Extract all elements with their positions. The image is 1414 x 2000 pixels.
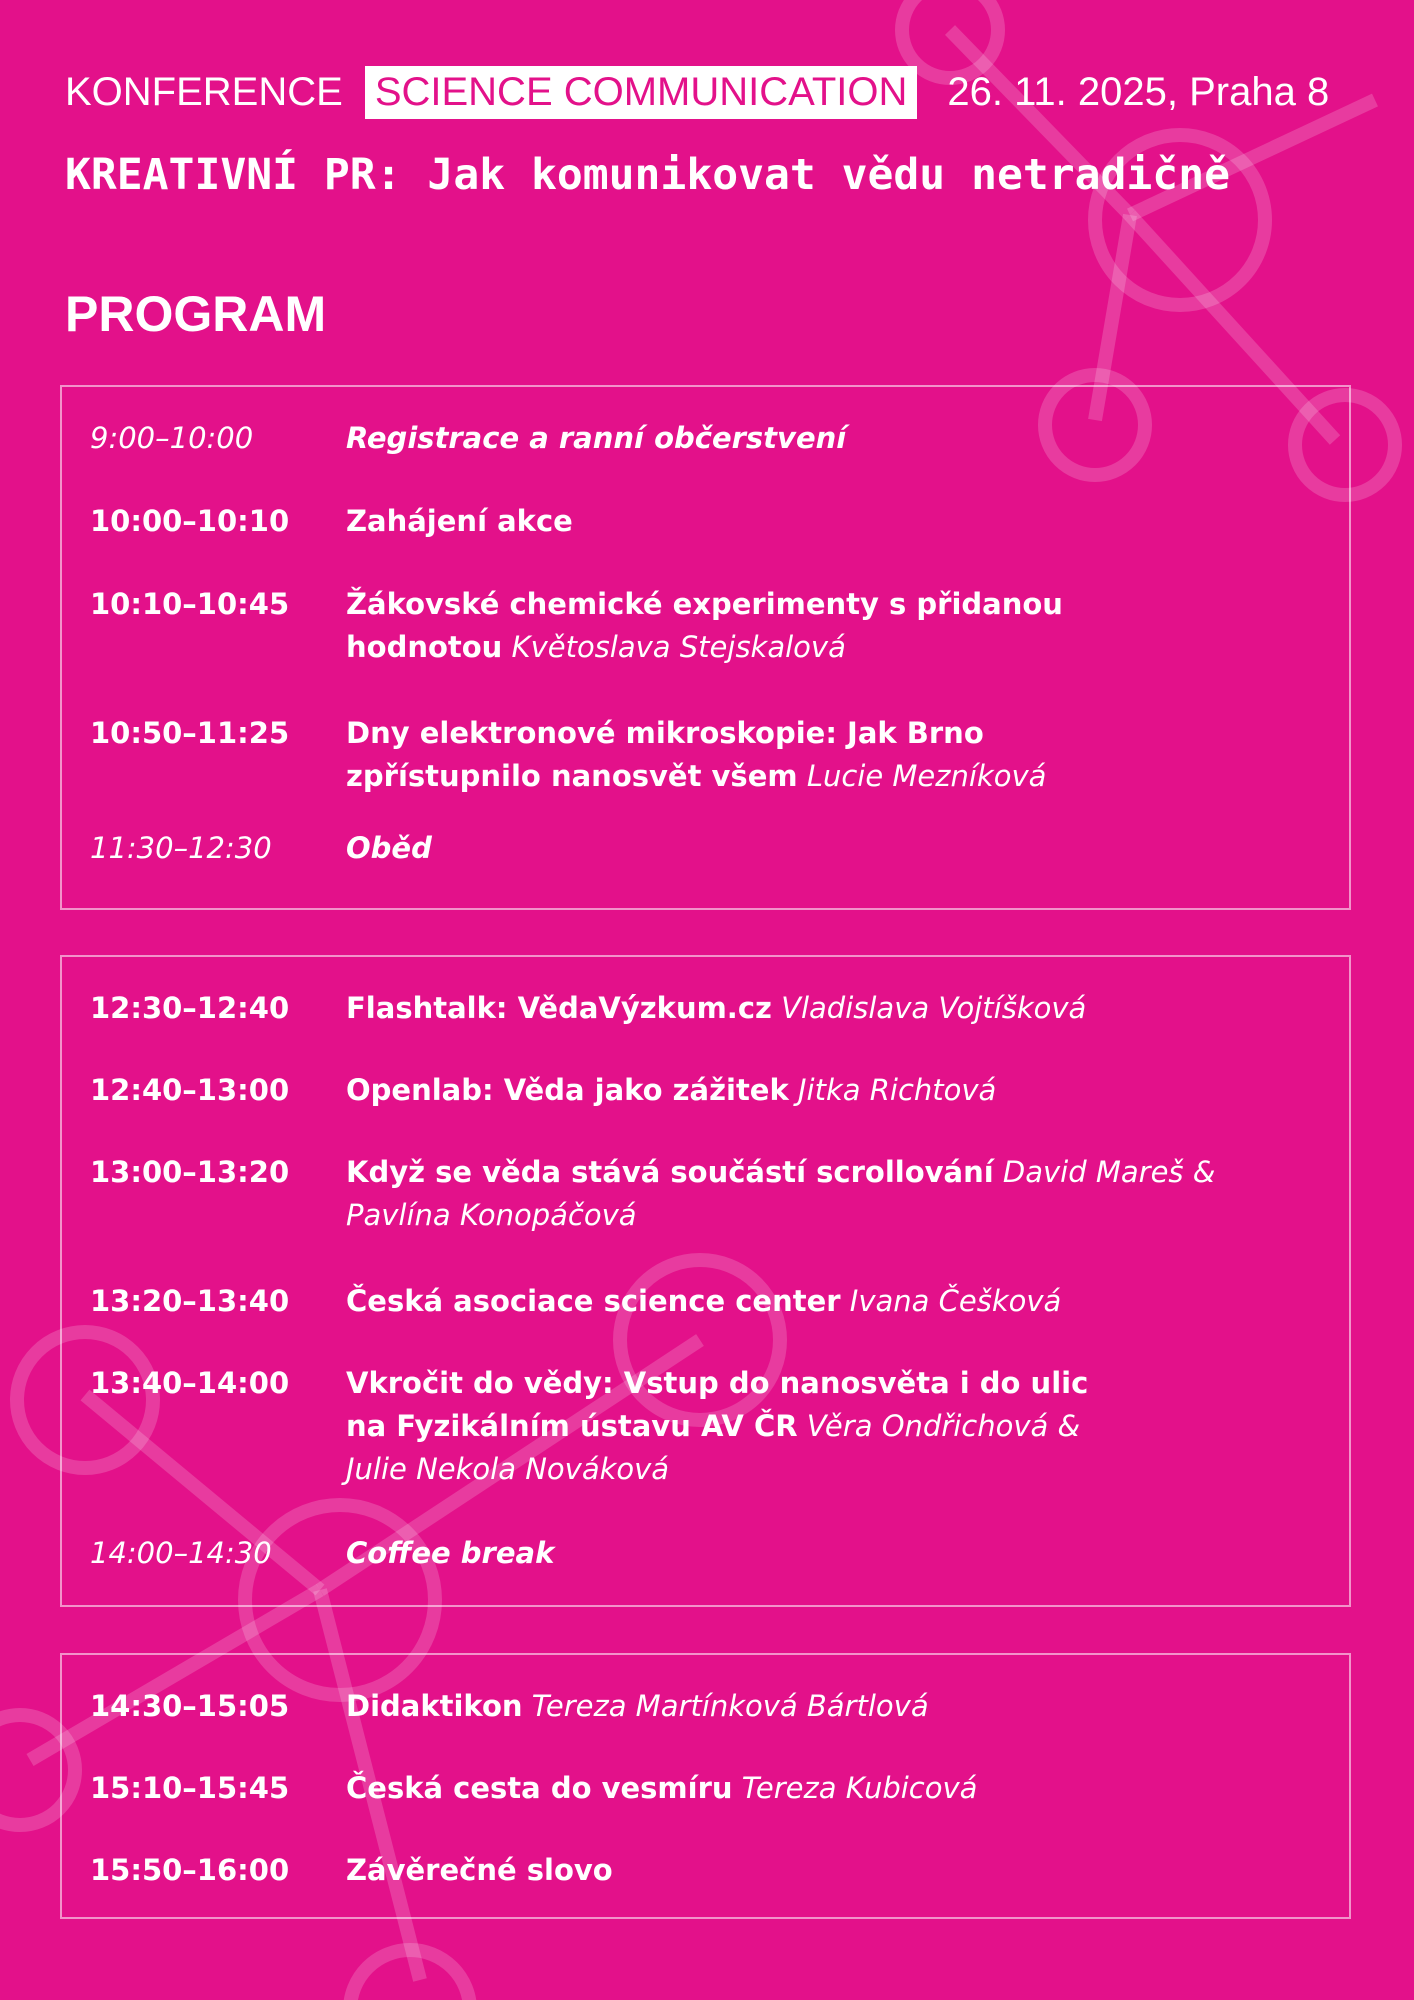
session-time: 14:30–15:05: [90, 1689, 290, 1723]
session-speaker: Jitka Richtová: [797, 1073, 997, 1107]
session-time: 13:00–13:20: [90, 1155, 290, 1189]
session-title: Oběd: [346, 831, 432, 865]
session-title: Flashtalk: VědaVýzkum.cz: [346, 991, 772, 1025]
session-title: Česká cesta do vesmíru: [346, 1771, 733, 1805]
session-time: 15:10–15:45: [90, 1771, 290, 1805]
session-time: 12:30–12:40: [90, 991, 290, 1025]
session-time: 10:50–11:25: [90, 716, 290, 750]
session-title: Žákovské chemické experimenty s přidanou hodnotou: [346, 587, 1063, 664]
conference-subtitle: KREATIVNÍ PR: Jak komunikovat vědu netradičně: [65, 150, 1230, 200]
conference-name-badge: SCIENCE COMMUNICATION: [365, 66, 918, 119]
date-place: 26. 11. 2025, Praha 8: [947, 69, 1330, 114]
session-speaker: Květoslava Stejskalová: [511, 630, 846, 664]
session-time: 10:10–10:45: [90, 587, 290, 621]
session-time: 13:20–13:40: [90, 1284, 290, 1318]
session-title: Zahájení akce: [346, 504, 573, 538]
session-title: Česká asociace science center: [346, 1284, 841, 1318]
session-title: Vkročit do vědy: Vstup do nanosvěta i do ulic na Fyzikálním ústavu AV ČR: [346, 1366, 1089, 1443]
session-speaker: Ivana Češková: [849, 1284, 1062, 1318]
session-speaker: Tereza Kubicová: [741, 1771, 978, 1805]
session-speaker: David Mareš & Pavlína Konopáčová: [346, 1155, 1216, 1232]
session-title: Openlab: Věda jako zážitek: [346, 1073, 789, 1107]
session-title: Dny elektronové mikroskopie: Jak Brno zpřístupnilo nanosvět všem: [346, 716, 984, 793]
conference-label: KONFERENCE: [65, 69, 343, 114]
session-title: Registrace a ranní občerstvení: [346, 421, 847, 455]
session-speaker: Lucie Mezníková: [806, 759, 1047, 793]
session-title: Coffee break: [346, 1536, 555, 1570]
session-time: 12:40–13:00: [90, 1073, 290, 1107]
session-speaker: Věra Ondřichová & Julie Nekola Nováková: [346, 1409, 1081, 1486]
session-time: 15:50–16:00: [90, 1853, 290, 1887]
program-block-afternoon: [60, 955, 1351, 1607]
session-time: 11:30–12:30: [90, 831, 272, 865]
session-title: Závěrečné slovo: [346, 1853, 613, 1887]
session-time: 10:00–10:10: [90, 504, 290, 538]
program-heading: PROGRAM: [65, 286, 327, 342]
program-block-closing: [60, 1653, 1351, 1919]
session-title: Když se věda stává součástí scrollování: [346, 1155, 994, 1189]
conference-header: [65, 62, 1329, 122]
program-block-morning: [60, 385, 1351, 910]
session-speaker: Vladislava Vojtíšková: [781, 991, 1087, 1025]
session-title: Didaktikon: [346, 1689, 523, 1723]
session-speaker: Tereza Martínková Bártlová: [531, 1689, 929, 1723]
session-time: 9:00–10:00: [90, 421, 254, 455]
session-time: 14:00–14:30: [90, 1536, 272, 1570]
session-time: 13:40–14:00: [90, 1366, 290, 1400]
